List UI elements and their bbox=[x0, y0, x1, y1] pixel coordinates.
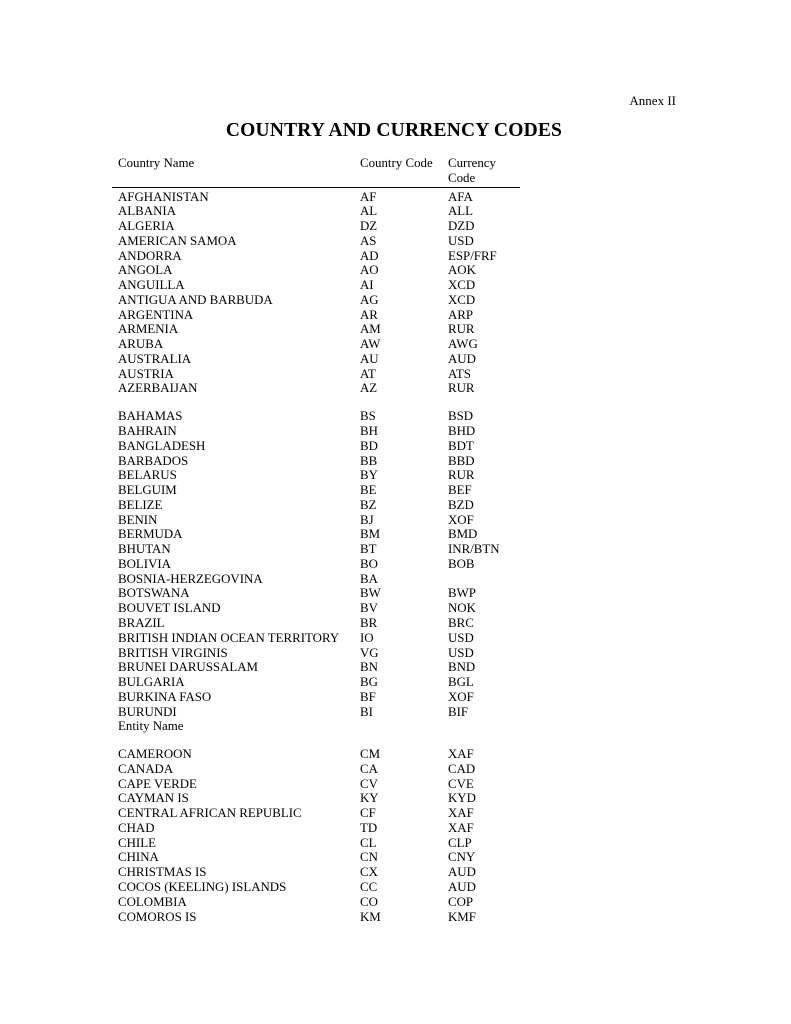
country-code-cell: AS bbox=[360, 233, 377, 248]
country-code-cell: AT bbox=[360, 366, 376, 381]
currency-code-cell bbox=[448, 572, 520, 587]
table-row bbox=[112, 631, 520, 646]
table-row bbox=[112, 660, 520, 675]
country-code-cell: DZ bbox=[360, 219, 378, 234]
country-name-cell: CHRISTMAS IS bbox=[118, 865, 207, 880]
currency-code-cell: RUR bbox=[448, 322, 475, 337]
country-name-cell: BURUNDI bbox=[118, 704, 177, 719]
table-row bbox=[112, 821, 520, 836]
table-row bbox=[112, 836, 520, 851]
country-name-cell: ALBANIA bbox=[118, 204, 177, 219]
country-code-cell: BV bbox=[360, 601, 378, 616]
country-name-cell: CHAD bbox=[118, 820, 155, 835]
table-row bbox=[112, 513, 520, 528]
currency-code-cell bbox=[448, 719, 520, 734]
currency-code-cell: XOF bbox=[448, 512, 474, 527]
country-code-cell: BG bbox=[360, 675, 378, 690]
country-name-cell: AUSTRIA bbox=[118, 366, 174, 381]
currency-code-cell: XAF bbox=[448, 806, 474, 821]
table-row bbox=[112, 690, 520, 705]
country-code-cell bbox=[360, 719, 448, 734]
currency-code-cell: BHD bbox=[448, 424, 476, 439]
currency-code-cell: BBD bbox=[448, 453, 475, 468]
country-name-cell: COLOMBIA bbox=[118, 894, 187, 909]
country-name-cell: BRAZIL bbox=[118, 615, 165, 630]
country-name-cell: BRITISH VIRGINIS bbox=[118, 645, 228, 660]
country-code-cell: AI bbox=[360, 278, 374, 293]
table-row bbox=[112, 219, 520, 234]
country-name-cell: CHILE bbox=[118, 835, 156, 850]
currency-code-cell: XCD bbox=[448, 292, 476, 307]
currency-code-cell: XOF bbox=[448, 689, 474, 704]
country-name-cell: COMOROS IS bbox=[118, 909, 197, 924]
country-code-cell: BN bbox=[360, 660, 378, 675]
currency-code-cell: ALL bbox=[448, 204, 474, 219]
country-code-cell: BA bbox=[360, 571, 378, 586]
country-name-cell: ARUBA bbox=[118, 337, 164, 352]
country-code-cell: BI bbox=[360, 704, 373, 719]
country-name-cell: BAHAMAS bbox=[118, 409, 183, 424]
table-row bbox=[112, 483, 520, 498]
currency-code-cell: AFA bbox=[448, 189, 473, 204]
currency-code-cell: BGL bbox=[448, 675, 474, 690]
country-code-cell: BO bbox=[360, 556, 378, 571]
table-row bbox=[112, 498, 520, 513]
country-name-cell: BELIZE bbox=[118, 497, 163, 512]
currency-code-cell: USD bbox=[448, 630, 474, 645]
table-row bbox=[112, 439, 520, 454]
currency-code-cell: RUR bbox=[448, 468, 475, 483]
country-name-cell: ANTIGUA AND BARBUDA bbox=[118, 292, 273, 307]
table-row bbox=[112, 895, 520, 910]
currency-code-cell: XCD bbox=[448, 278, 476, 293]
country-name-cell: Entity Name bbox=[118, 719, 184, 734]
country-name-cell: AFGHANISTAN bbox=[118, 189, 209, 204]
country-name-cell: CAMEROON bbox=[118, 747, 192, 762]
currency-code-cell: USD bbox=[448, 233, 474, 248]
currency-header-line2: Code bbox=[448, 170, 476, 185]
table-row bbox=[112, 880, 520, 895]
country-name-cell: BOLIVIA bbox=[118, 556, 171, 571]
currency-code-header bbox=[448, 156, 520, 186]
table-row bbox=[112, 646, 520, 661]
country-code-cell: CN bbox=[360, 850, 378, 865]
currency-code-cell: RUR bbox=[448, 381, 475, 396]
table-row bbox=[112, 308, 520, 323]
country-name-cell: ANGUILLA bbox=[118, 278, 185, 293]
currency-code-cell: INR/BTN bbox=[448, 542, 500, 557]
country-code-cell: AZ bbox=[360, 381, 378, 396]
currency-code-cell: AOK bbox=[448, 263, 476, 278]
table-row bbox=[112, 454, 520, 469]
table-row bbox=[112, 865, 520, 880]
country-code-cell: AL bbox=[360, 204, 378, 219]
country-name-cell: BELARUS bbox=[118, 468, 177, 483]
country-code-cell: CM bbox=[360, 747, 381, 762]
currency-code-cell: CNY bbox=[448, 850, 476, 865]
table-row bbox=[112, 278, 520, 293]
country-code-cell: BE bbox=[360, 483, 377, 498]
currency-code-cell: BDT bbox=[448, 438, 474, 453]
currency-code-cell: NOK bbox=[448, 601, 476, 616]
currency-code-cell: CAD bbox=[448, 761, 476, 776]
country-name-cell: BOSNIA-HERZEGOVINA bbox=[118, 571, 263, 586]
country-name-cell: AMERICAN SAMOA bbox=[118, 233, 237, 248]
currency-code-cell: AUD bbox=[448, 865, 476, 880]
country-code-cell: AR bbox=[360, 307, 378, 322]
currency-code-cell: COP bbox=[448, 894, 474, 909]
currency-code-cell: CVE bbox=[448, 776, 474, 791]
country-name-cell: ALGERIA bbox=[118, 219, 175, 234]
table-row bbox=[112, 910, 520, 925]
currency-code-cell: BOB bbox=[448, 556, 475, 571]
table-row bbox=[112, 806, 520, 821]
table-row bbox=[112, 542, 520, 557]
country-code-cell: BM bbox=[360, 527, 381, 542]
country-code-cell: TD bbox=[360, 820, 378, 835]
currency-code-cell: XAF bbox=[448, 747, 474, 762]
country-code-cell: BF bbox=[360, 689, 376, 704]
table-header-row bbox=[112, 156, 520, 188]
currency-code-cell: AWG bbox=[448, 337, 478, 352]
table-row bbox=[112, 777, 520, 792]
currency-code-cell: DZD bbox=[448, 219, 475, 234]
currency-header-line1: Currency bbox=[448, 156, 496, 170]
country-code-cell: KM bbox=[360, 909, 381, 924]
country-name-cell: BOTSWANA bbox=[118, 586, 190, 601]
country-code-cell: CC bbox=[360, 879, 378, 894]
country-code-cell: AD bbox=[360, 248, 379, 263]
country-name-cell: BOUVET ISLAND bbox=[118, 601, 221, 616]
table-group bbox=[112, 190, 520, 397]
country-name-cell: ANDORRA bbox=[118, 248, 182, 263]
country-name-cell: ANGOLA bbox=[118, 263, 173, 278]
table-row bbox=[112, 204, 520, 219]
currency-code-cell: BRC bbox=[448, 615, 474, 630]
country-name-cell: COCOS (KEELING) ISLANDS bbox=[118, 879, 287, 894]
country-code-cell: AO bbox=[360, 263, 379, 278]
country-name-cell: AZERBAIJAN bbox=[118, 381, 198, 396]
country-name-cell: BURKINA FASO bbox=[118, 689, 212, 704]
table-row bbox=[112, 850, 520, 865]
country-code-cell: AG bbox=[360, 292, 379, 307]
country-code-cell: AF bbox=[360, 189, 377, 204]
country-name-cell: BULGARIA bbox=[118, 675, 185, 690]
table-row bbox=[112, 572, 520, 587]
table-row bbox=[112, 705, 520, 720]
table-group bbox=[112, 409, 520, 734]
currency-code-cell: BEF bbox=[448, 483, 472, 498]
table-row bbox=[112, 381, 520, 396]
table-row bbox=[112, 747, 520, 762]
country-currency-table bbox=[112, 156, 520, 924]
table-row bbox=[112, 367, 520, 382]
country-name-cell: BRUNEI DARUSSALAM bbox=[118, 660, 259, 675]
currency-code-cell: BSD bbox=[448, 409, 474, 424]
country-name-cell: BHUTAN bbox=[118, 542, 171, 557]
table-row bbox=[112, 557, 520, 572]
table-row bbox=[112, 468, 520, 483]
country-code-cell: CF bbox=[360, 806, 376, 821]
country-code-cell: CA bbox=[360, 761, 378, 776]
table-row bbox=[112, 791, 520, 806]
country-code-cell: CX bbox=[360, 865, 378, 880]
annex-label: Annex II bbox=[629, 93, 676, 108]
country-name-cell: BAHRAIN bbox=[118, 424, 177, 439]
currency-code-cell: USD bbox=[448, 645, 474, 660]
table-row bbox=[112, 322, 520, 337]
country-name-cell: AUSTRALIA bbox=[118, 351, 192, 366]
currency-code-cell: BZD bbox=[448, 497, 474, 512]
table-row bbox=[112, 527, 520, 542]
table-row bbox=[112, 586, 520, 601]
country-code-cell: CL bbox=[360, 835, 377, 850]
country-code-cell: AU bbox=[360, 351, 379, 366]
country-code-cell: BR bbox=[360, 615, 378, 630]
table-row bbox=[112, 675, 520, 690]
table-row bbox=[112, 762, 520, 777]
currency-code-cell: KMF bbox=[448, 909, 476, 924]
currency-code-cell: ARP bbox=[448, 307, 474, 322]
country-code-cell: KY bbox=[360, 791, 379, 806]
country-name-cell: BARBADOS bbox=[118, 453, 189, 468]
currency-code-cell: XAF bbox=[448, 820, 474, 835]
country-code-cell: BY bbox=[360, 468, 378, 483]
table-group bbox=[112, 747, 520, 924]
country-name-cell: ARGENTINA bbox=[118, 307, 194, 322]
country-name-cell: CANADA bbox=[118, 761, 174, 776]
country-name-cell: CAPE VERDE bbox=[118, 776, 197, 791]
table-row bbox=[112, 234, 520, 249]
country-code-cell: BH bbox=[360, 424, 378, 439]
table-body bbox=[112, 190, 520, 925]
country-code-cell: BW bbox=[360, 586, 381, 601]
table-row bbox=[112, 719, 520, 734]
table-row bbox=[112, 190, 520, 205]
country-name-cell: BELGUIM bbox=[118, 483, 177, 498]
table-row bbox=[112, 337, 520, 352]
table-row bbox=[112, 409, 520, 424]
table-row bbox=[112, 263, 520, 278]
country-code-cell: BD bbox=[360, 438, 378, 453]
currency-code-cell: BND bbox=[448, 660, 476, 675]
table-row bbox=[112, 616, 520, 631]
currency-code-cell: KYD bbox=[448, 791, 476, 806]
currency-code-cell: BWP bbox=[448, 586, 476, 601]
country-code-cell: CV bbox=[360, 776, 378, 791]
currency-code-cell: BIF bbox=[448, 704, 469, 719]
table-row bbox=[112, 352, 520, 367]
country-name-cell: ARMENIA bbox=[118, 322, 179, 337]
country-name-cell: CHINA bbox=[118, 850, 159, 865]
country-name-cell: BRITISH INDIAN OCEAN TERRITORY bbox=[118, 630, 340, 645]
country-name-header: Country Name bbox=[118, 156, 195, 170]
currency-code-cell: BMD bbox=[448, 527, 478, 542]
currency-code-cell: AUD bbox=[448, 879, 476, 894]
country-code-cell: AW bbox=[360, 337, 381, 352]
country-code-cell: CO bbox=[360, 894, 378, 909]
currency-code-cell: CLP bbox=[448, 835, 472, 850]
country-code-cell: VG bbox=[360, 645, 379, 660]
table-row bbox=[112, 424, 520, 439]
country-code-header: Country Code bbox=[360, 156, 433, 170]
country-name-cell: BANGLADESH bbox=[118, 438, 206, 453]
country-name-cell: CENTRAL AFRICAN REPUBLIC bbox=[118, 806, 302, 821]
country-code-cell: BZ bbox=[360, 497, 377, 512]
country-name-cell: BENIN bbox=[118, 512, 158, 527]
table-row bbox=[112, 601, 520, 616]
table-row bbox=[112, 249, 520, 264]
country-name-cell: CAYMAN IS bbox=[118, 791, 189, 806]
country-code-cell: IO bbox=[360, 630, 374, 645]
country-name-cell: BERMUDA bbox=[118, 527, 183, 542]
country-code-cell: BB bbox=[360, 453, 378, 468]
country-code-cell: AM bbox=[360, 322, 381, 337]
table-row bbox=[112, 293, 520, 308]
page-title: COUNTRY AND CURRENCY CODES bbox=[225, 120, 563, 141]
currency-code-cell: ATS bbox=[448, 366, 471, 381]
country-code-cell: BT bbox=[360, 542, 377, 557]
country-code-cell: BS bbox=[360, 409, 376, 424]
country-code-cell: BJ bbox=[360, 512, 374, 527]
currency-code-cell: ESP/FRF bbox=[448, 248, 497, 263]
currency-code-cell: AUD bbox=[448, 351, 476, 366]
